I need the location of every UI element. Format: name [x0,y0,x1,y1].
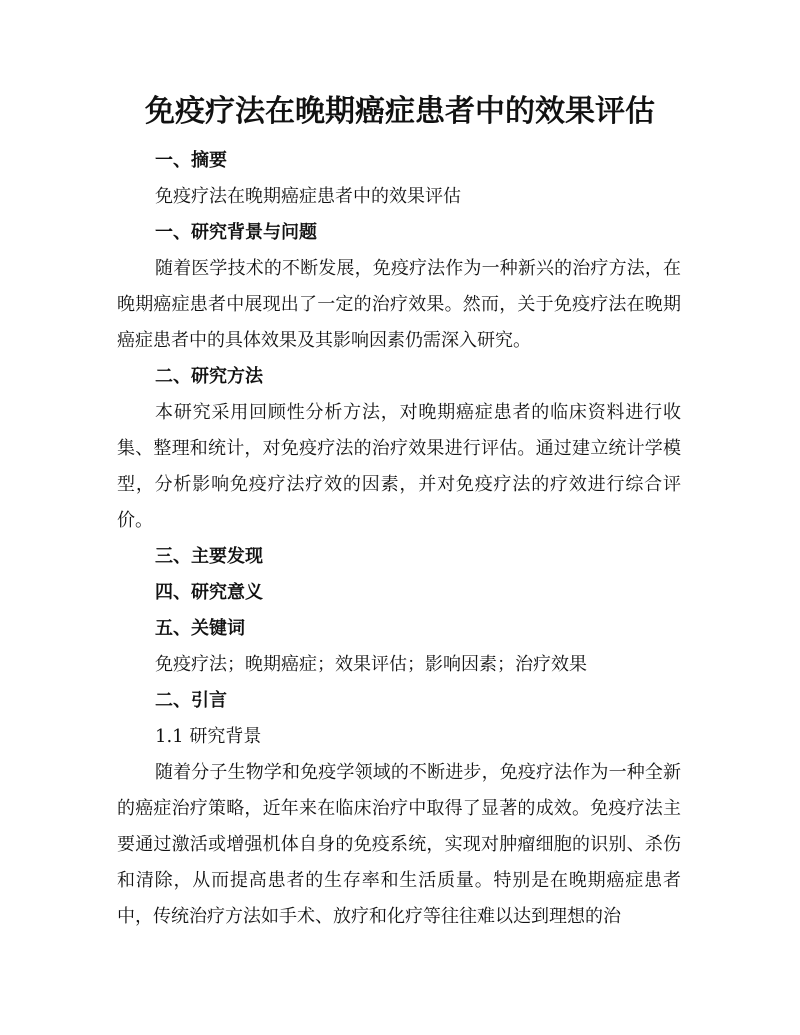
methods-paragraph: 本研究采用回顾性分析方法，对晚期癌症患者的临床资料进行收集、整理和统计，对免疫疗法的治疗效果进行评估。通过建立统计学模型，分析影响免疫疗法疗效的因素，并对免疫疗法的疗效进行综合评价。 [117,402,681,531]
abstract-text: 免疫疗法在晚期癌症患者中的效果评估 [155,186,461,207]
background-heading: 一、研究背景与问题 [155,222,317,243]
introduction-paragraph: 随着分子生物学和免疫学领域的不断进步，免疫疗法作为一种全新的癌症治疗策略，近年来在临床治疗中取得了显著的成效。免疫疗法主要通过激活或增强机体自身的免疫系统，实现对肿瘤细胞的识别、杀伤和清除，从而提高患者的生存率和生活质量。特别是在晚期癌症患者中，传统治疗方法如手术、放疗和化疗等往往难以达到理想的治 [117,762,681,927]
introduction-subheading: 1.1 研究背景 [155,726,262,747]
significance-heading: 四、研究意义 [155,582,263,603]
keywords-heading: 五、关键词 [155,618,245,639]
document-body [117,143,681,935]
abstract-heading: 一、摘要 [155,150,227,171]
document-title: 免疫疗法在晚期癌症患者中的效果评估 [145,94,655,129]
introduction-heading: 二、引言 [155,690,227,711]
findings-heading: 三、主要发现 [155,546,263,567]
methods-heading: 二、研究方法 [155,366,263,387]
keywords-text: 免疫疗法；晚期癌症；效果评估；影响因素；治疗效果 [155,654,587,675]
background-paragraph: 随着医学技术的不断发展，免疫疗法作为一种新兴的治疗方法，在晚期癌症患者中展现出了一定的治疗效果。然而，关于免疫疗法在晚期癌症患者中的具体效果及其影响因素仍需深入研究。 [117,258,681,351]
